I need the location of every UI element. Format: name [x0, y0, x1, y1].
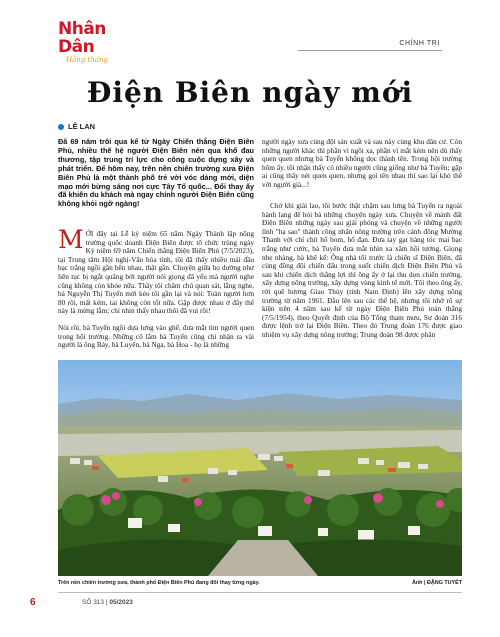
masthead-name: Nhân Dân	[58, 19, 106, 57]
body-paragraph-2: Nói rồi, bà Tuyến ngồi dựa lưng vào ghế, đưa mắt tìm người quen trong hội trường. Những cô lắm bà Tuyến cũng chỉ nhận ra vài người là ông Bảy, bà Luyến, bà Nga, bà Hoa - họ là những	[58, 323, 254, 350]
masthead-logo	[58, 19, 128, 64]
photo-credit: Ảnh | ĐẶNG TUYẾT	[411, 580, 462, 586]
city-panorama-image	[58, 360, 462, 576]
section-divider	[298, 50, 442, 51]
page-number: 6	[30, 597, 36, 608]
body-paragraph-4: Chờ khi giải lao, tôi bước thật chậm sau lưng bà Tuyến ra ngoài hành lang để hỏi bà những chuyện ngày xưa. Chuyện về mảnh đất Điện Biên những ngày sau giải phóng và chuyện về những người lính "hạ sao" thành công nhân nông trường trên cánh đồng Mường Thanh với chỉ chít hố bom, hố đạn. Đưa tay gạt hàng tóc mai bạc trắng như cước, bà Tuyến đưa mắt nhìn xa xăm hồi tưởng. Giọng nhẹ nhàng, bà khẽ kể: Ông nhà tôi trước là chiến sĩ Điện Biên, đã cùng đồng đội chiến đấu trong suốt chiến dịch Điện Biên Phủ và sau khi chiến dịch thắng lợi thì ông ấy ở lại thu dọn chiến trường, xây dựng nông trường, xây dựng vùng kinh tế mới. Tôi theo ông ấy, rời quê hương Giao Thủy (tỉnh Nam Định) lên xây dựng nông trường từ năm 1961. Đầu lên sau các thế hệ, nhưng tôi nhớ rõ sự kiện trên 4 năm sau kể từ ngày Điện Biên Phủ toàn thắng (7/5/1954), theo Quyết định của Bộ Tổng tham mưu, Sư đoàn 316 được lệnh trở lại Điện Biên. Theo đó Trung đoàn 176 được giao nhiệm vụ xây dựng nông trường; Trung đoàn 98 được phân	[262, 201, 462, 339]
article-headline: Điện Biên ngày mới	[86, 76, 414, 109]
author-dot-icon	[58, 124, 64, 130]
issue-info	[82, 599, 133, 606]
masthead-tagline: Hằng tháng	[66, 56, 108, 64]
article-lede: Đã 69 năm trôi qua kể từ Ngày Chiến thắng Điện Biên Phủ, nhiều thế hệ người Điện Biên nén qua khổ đau thương, tập trung trí lực cho công cuộc dựng xây và phát triển. Để hôm nay, trên nền chiến trường xưa Điện Biên Phủ là một thành phố trẻ với vóc dáng mới, diện mạo mới bừng sáng nơi cực Tây Tổ quốc... Đổi thay ấy đã khiến du khách mà ngay chính người Điện Biên cũng không khỏi ngỡ ngàng!	[58, 137, 254, 209]
section-label: CHÍNH TRỊ	[399, 40, 440, 47]
body-paragraph-1-text: ỚI đây tại Lễ kỷ niệm 65 năm Ngày Thành lập nông trường quốc doanh Điện Biên được tổ chức trùng ngày Kỷ niệm 69 năm Chiến thắng Điện Biên Phủ (7/5/2023), tại Trung tâm Hội nghị-Văn hóa tỉnh, tôi đã thấy nhiều mái đầu bạc trắng ngồi gần bên nhau, thật gần. Chuyện giữa họ dường như liên tục bị ngắt quãng bởi người nói giọng đã yếu mà người nghe cũng không còn khỏe nữa. Thầy tôi chăm chú quan sát, lắng nghe, bà Nguyễn Thị Tuyến mới kéo tôi gần lại và nói: Toàn người hơn 80 rồi, mất kém, tai không còn tốt nữa. Gặp được nhau ở đây thế này là mừng lắm; chỉ nhìn thấy nhau thôi đã vui rồi!	[58, 229, 254, 316]
article-photo	[58, 360, 462, 576]
author-name: LÊ LAN	[68, 122, 96, 131]
drop-cap: M	[58, 225, 84, 254]
body-paragraph-3: người ngày xưa cùng đội sản xuất và sau này cùng khu dân cư. Còn những người khác thì phần vì ngồi xa, phần vì mắt kém nên dù thấy quen quen nhưng bà Tuyến không dọc thành tên. Trong hội trường hôm ấy, tôi nhận thấy có nhiều người cũng giống như bà Tuyến; gặp ai cũng thấy nét quen quen, nhưng gọi tên nhau thì sao lại khó thế với người già...!	[262, 137, 462, 189]
issue-number: SỐ 313 |	[82, 599, 110, 606]
footer-divider	[58, 592, 462, 593]
photo-caption: Trên nền chiến trường xưa, thành phố Điện Biên Phủ đang đổi thay từng ngày.	[58, 580, 260, 586]
issue-date: 05/2023	[109, 599, 133, 606]
body-paragraph-1	[58, 225, 254, 316]
author-byline	[58, 122, 95, 131]
